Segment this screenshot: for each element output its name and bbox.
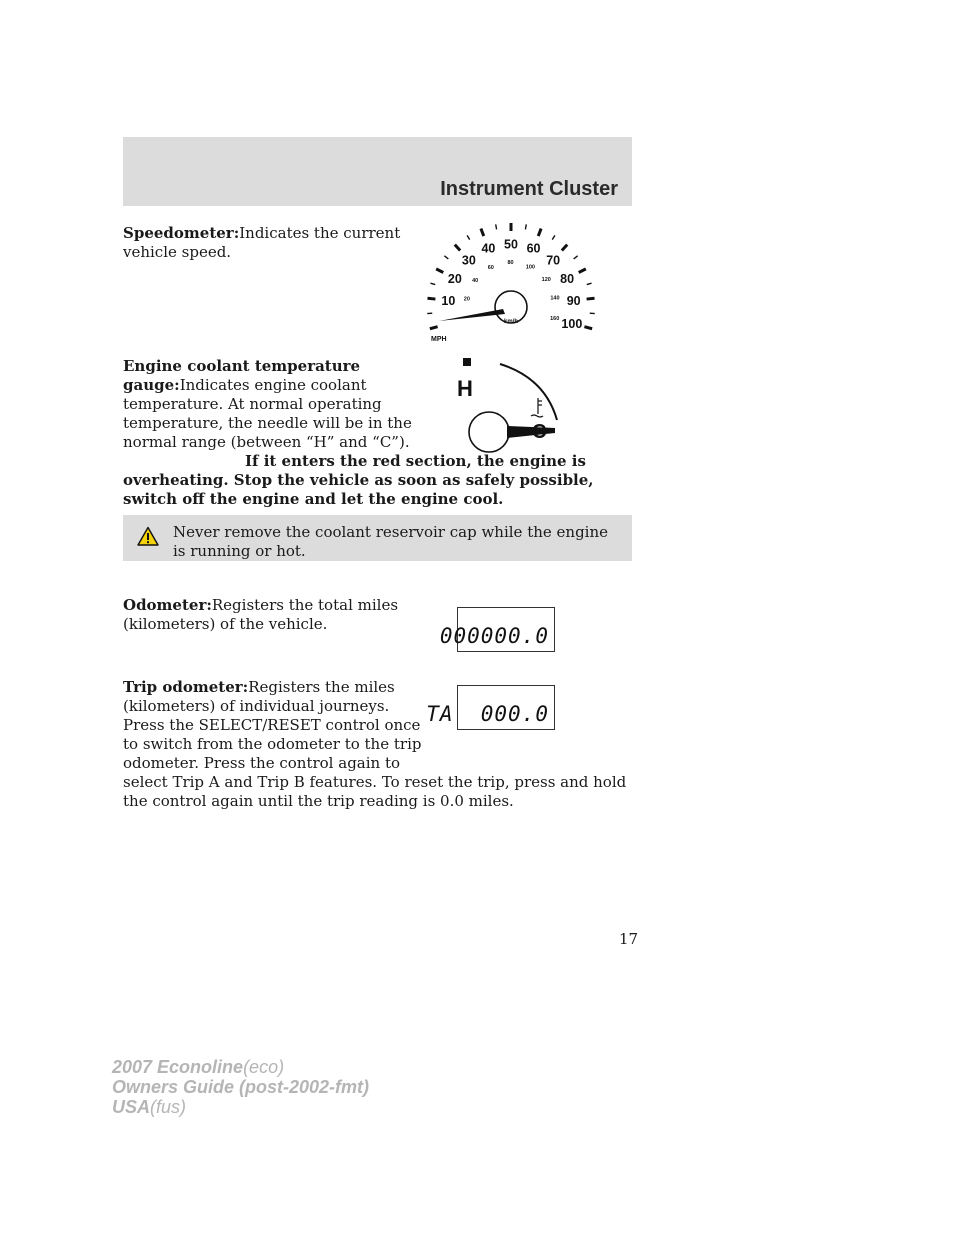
section-header [123, 137, 632, 206]
speedometer-mph-label: 90 [566, 293, 581, 308]
trip-display [426, 685, 555, 730]
footer-region: USA [112, 1097, 151, 1117]
speedometer-term: Speedometer: [123, 224, 240, 242]
speedometer-unit-kmh: km/h [504, 319, 519, 325]
footer-model: 2007 Econoline [112, 1057, 244, 1077]
speedometer-mph-label: 70 [546, 253, 561, 268]
speedometer-tick [574, 256, 578, 259]
speedometer-tick [430, 283, 435, 284]
speedometer-needle [439, 309, 505, 321]
coolant-gauge-marker [463, 358, 471, 366]
coolant-bold-text: If it enters the red section, the engine is overheating. Stop the vehicle as soon as safely possible, switch off the engine and let the engine cool. [123, 452, 594, 508]
speedometer-tick [538, 229, 541, 236]
coolant-gauge-c: C [532, 421, 547, 443]
speedometer-mph-label: 10 [441, 293, 456, 308]
speedometer-paragraph [123, 224, 423, 262]
speedometer-mph-label: 60 [526, 241, 541, 256]
speedometer-tick [467, 235, 470, 239]
speedometer-tick [481, 229, 484, 236]
speedometer-tick [525, 224, 526, 229]
speedometer-tick [587, 298, 595, 299]
coolant-gauge-arc [500, 364, 557, 420]
trip-text: Registers the miles (kilometers) of individual journeys. Press the SELECT/RESET control once to switch from the odometer to the trip odometer. Press the control again to select Trip A and Trip B features. To reset the trip, press and hold the control again until the trip reading is 0.0 miles. [123, 678, 627, 810]
page-number: 17 [619, 930, 639, 948]
speedometer-kmh-label: 120 [541, 277, 551, 284]
footer-region-code: (fus) [150, 1097, 187, 1117]
warning-text: Never remove the coolant reservoir cap while the engine is running or hot. [173, 523, 608, 560]
speedometer-mph-label: 40 [481, 241, 496, 256]
speedometer-tick [552, 235, 555, 239]
speedometer-kmh-label: 80 [507, 260, 514, 267]
coolant-gauge-h: H [457, 376, 473, 401]
trip-reading: TA 000.0 [426, 702, 549, 726]
odometer-term: Odometer: [123, 596, 212, 614]
footer-model-code: (eco) [243, 1057, 285, 1077]
odometer-display [439, 607, 555, 652]
footer-guide: Owners Guide (post-2002-fmt) [112, 1077, 370, 1097]
speedometer-kmh-label: 140 [550, 295, 560, 302]
speedometer-tick [496, 224, 497, 229]
speedometer-tick [436, 269, 443, 273]
speedometer-text: Indicates the current vehicle speed. [123, 224, 401, 261]
speedometer-kmh-label: 100 [525, 264, 535, 271]
speedometer-illustration [425, 210, 605, 350]
speedometer-kmh-label: 160 [550, 315, 560, 322]
speedometer-kmh-label: 20 [463, 296, 470, 303]
trip-paragraph [123, 678, 632, 811]
warning-triangle-icon [137, 526, 159, 546]
speedometer-tick [587, 283, 592, 284]
speedometer-mph-label: 80 [560, 271, 575, 286]
coolant-temp-icon [531, 398, 543, 417]
speedometer-kmh-label: 40 [472, 277, 479, 284]
speedometer-mph-label: 20 [447, 271, 462, 286]
trip-term: Trip odometer: [123, 678, 249, 696]
coolant-paragraph-top [123, 357, 423, 452]
speedometer-tick [579, 269, 586, 273]
coolant-gauge-illustration [455, 358, 575, 468]
odometer-text: Registers the total miles (kilometers) of the vehicle. [123, 596, 399, 633]
odometer-reading: 000000.0 [439, 624, 549, 648]
speedometer-tick [584, 327, 592, 329]
coolant-gauge-hub [469, 412, 509, 452]
speedometer-unit-mph: MPH [431, 336, 447, 343]
section-title: Instrument Cluster [440, 178, 618, 200]
coolant-gauge-needle [507, 426, 555, 438]
speedometer-mph-label: 100 [561, 316, 583, 331]
speedometer-tick [562, 245, 567, 251]
speedometer-tick [455, 245, 460, 251]
speedometer-tick [444, 256, 448, 259]
document-footer [112, 1057, 369, 1117]
speedometer-tick [427, 298, 435, 299]
odometer-paragraph [123, 596, 423, 634]
speedometer-mph-label: 30 [461, 253, 476, 268]
warning-box [123, 515, 632, 561]
speedometer-tick [430, 327, 438, 329]
coolant-term: Engine coolant temperature gauge: [123, 357, 361, 394]
coolant-text: Indicates engine coolant temperature. At normal operating temperature, the needle will be in the normal range (between “H” and “C”). [123, 376, 412, 451]
speedometer-kmh-label: 60 [487, 264, 494, 271]
speedometer-mph-label: 50 [504, 237, 518, 252]
